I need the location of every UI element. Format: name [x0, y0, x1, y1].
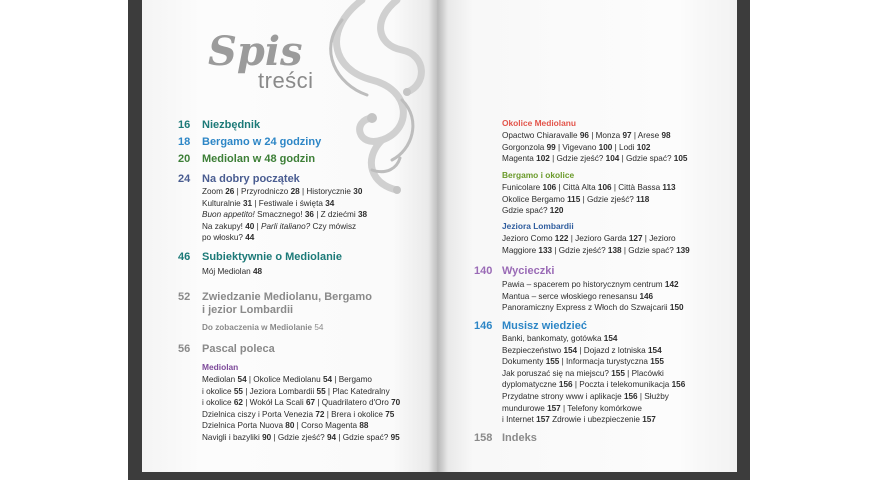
- entry-title: Musisz wiedzieć: [502, 320, 587, 332]
- page-number: 56: [178, 343, 191, 355]
- toc-subentries-bergamo: Funicolare 106 | Città Alta 106 | Città Bassa 113 Okolice Bergamo 115 | Gdzie zjeść? 118 Gdzie spać? 120: [502, 183, 676, 216]
- page-number: 158: [474, 432, 493, 444]
- section-label-okolice: Okolice Mediolanu: [502, 118, 576, 128]
- section-label-mediolan: Mediolan: [202, 362, 239, 372]
- page-number: 16: [178, 119, 191, 131]
- toc-subentries-140: Pawia – spacerem po historycznym centrum 142 Mantua – serce włoskiego renesansu 146 Panoramiczny Express z Włoch do Szwajcarii 150: [502, 280, 684, 313]
- flourish-ornament: [302, 0, 432, 200]
- title-spis: Spis: [208, 28, 303, 75]
- page-number: 140: [474, 265, 493, 277]
- section-label-jeziora: Jeziora Lombardii: [502, 221, 574, 231]
- right-page: [437, 0, 737, 472]
- toc-subentries-jeziora: Jezioro Como 122 | Jezioro Garda 127 | Jezioro Maggiore 133 | Gdzie zjeść? 138 | Gdzie spać? 139: [502, 234, 690, 255]
- section-label-bergamo: Bergamo i okolice: [502, 170, 575, 180]
- book-gutter-shadow: [428, 0, 448, 472]
- entry-title: Na dobry początek: [202, 173, 300, 185]
- entry-title: Indeks: [502, 432, 537, 444]
- page-number: 18: [178, 136, 191, 148]
- open-book: [128, 0, 750, 480]
- page-number: 146: [474, 320, 493, 332]
- entry-title: Pascal poleca: [202, 343, 275, 355]
- page-number: 24: [178, 173, 191, 185]
- title-tresci: treści: [258, 68, 314, 93]
- toc-subentries-46: Mój Mediolan 48: [202, 267, 263, 276]
- toc-subentries-52: Do zobaczenia w Mediolanie 54: [202, 323, 324, 332]
- entry-title-line2: i jezior Lombardii: [202, 304, 294, 316]
- page-number: 52: [178, 291, 191, 303]
- page-number: 46: [178, 251, 191, 263]
- toc-subentries-56: Mediolan 54 | Okolice Mediolanu 54 | Bergamo i okolice 55 | Jeziora Lombardii 55 | Plac Katedralny i okolice 62 | Wokół La Scali 67 | Quadrilatero d'Oro 70 Dzielnica ciszy i Porta Venezia 72 | Brera i okolice 75 Dzielnica Porta Nuova 80 | Corso Magenta 88 Navigli i bazyliki 90 | Gdzie zjeść? 94 | Gdzie spać? 95: [202, 375, 401, 442]
- entry-title: Mediolan w 48 godzin: [202, 153, 316, 165]
- entry-title: Bergamo w 24 godziny: [202, 136, 322, 148]
- page-number: 20: [178, 153, 191, 165]
- entry-title: Niezbędnik: [202, 119, 261, 131]
- toc-subentries-24: Zoom 26 | Przyrodniczo 28 | Historycznie 30 Kulturalnie 31 | Festiwale i święta 34 Buon appetito! Smacznego! 36 | Z dziećmi 38 Na zakupy! 40 | Parli italiano? Czy mówisz po włosku? 44: [202, 187, 368, 243]
- toc-subentries-146: Banki, bankomaty, gotówka 154 Bezpieczeństwo 154 | Dojazd z lotniska 154 Dokumenty 155 | Informacja turystyczna 155 Jak poruszać się na miejscu? 155 | Placówki dyplomatyczne 156 | Poczta i telekomunikacja 156 Przydatne strony www i aplikacje 156 | Służby mundurowe 157 | Telefony komórkowe i Internet 157 Zdrowie i ubezpieczenie 157: [502, 334, 686, 425]
- entry-title: Zwiedzanie Mediolanu, Bergamo: [202, 291, 372, 303]
- entry-title: Wycieczki: [502, 265, 555, 277]
- left-page: [142, 0, 437, 472]
- toc-subentries-okolice: Opactwo Chiaravalle 96 | Monza 97 | Arese 98 Gorgonzola 99 | Vigevano 100 | Lodi 102 Magenta 102 | Gdzie zjeść? 104 | Gdzie spać? 105: [502, 131, 688, 164]
- entry-title: Subiektywnie o Mediolanie: [202, 251, 342, 263]
